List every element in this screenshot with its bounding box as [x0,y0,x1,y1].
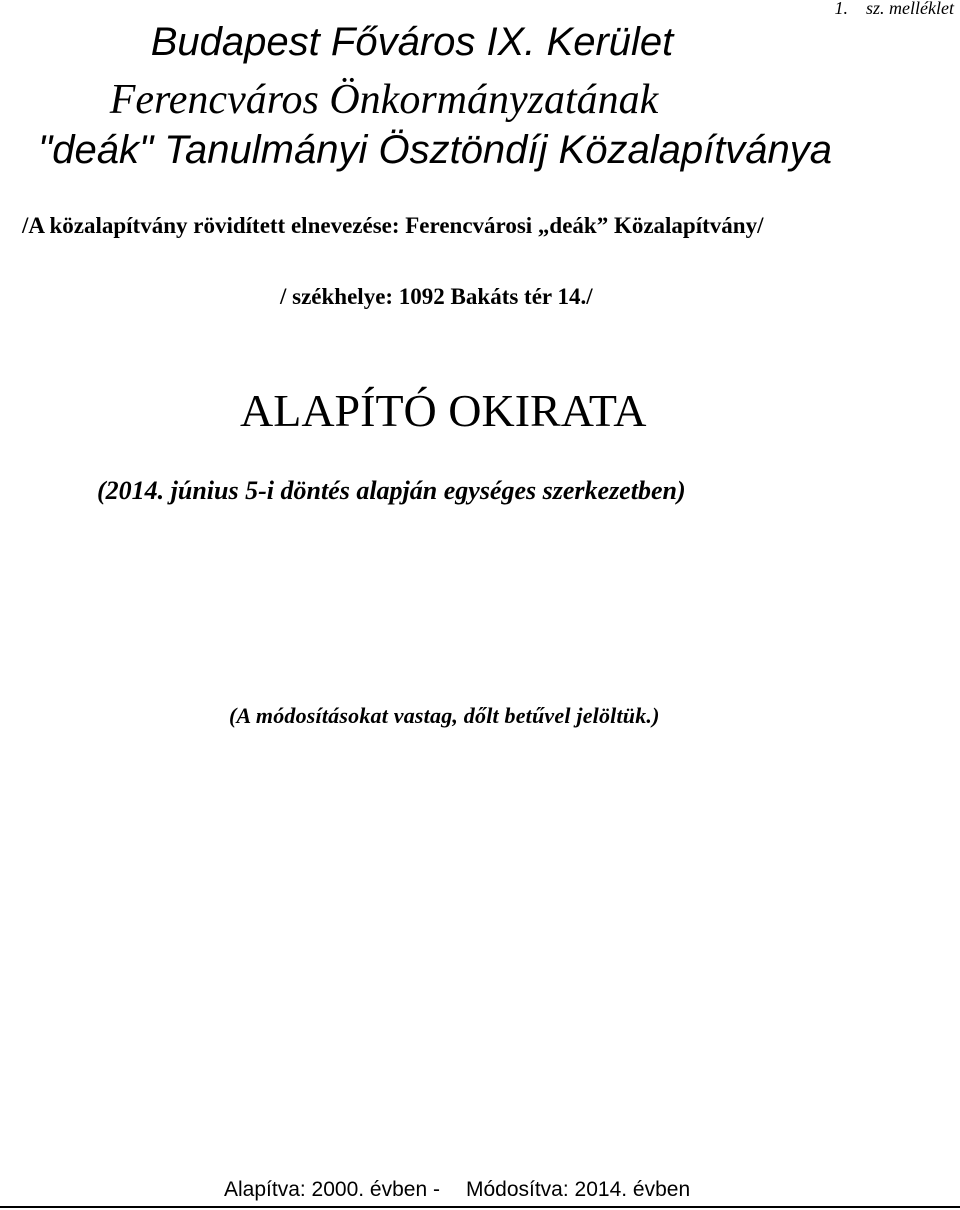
footer [224,1178,690,1202]
seat-line: / székhelye: 1092 Bakáts tér 14./ [280,284,593,309]
short-name-line: /A közalapítvány rövidített elnevezése: Ferencvárosi „deák” Közalapítvány/ [22,213,764,238]
header-line-3: "deák" Tanulmányi Ösztöndíj Közalapítványa [38,128,833,172]
header-line-1: Budapest Főváros IX. Kerület [150,20,674,64]
document-title: ALAPÍTÓ OKIRATA [240,385,647,436]
annex-text: sz. melléklet [866,0,954,18]
annex-number: 1. [834,0,849,18]
footer-modified: Módosítva: 2014. évben [465,1178,691,1201]
decision-note: (2014. június 5-i döntés alapján egységes szerkezetben) [97,476,686,505]
header-line-2: Ferencváros Önkormányzatának [109,77,659,123]
footer-rule [0,1206,960,1208]
annex-label [835,0,954,19]
modifications-note: (A módosításokat vastag, dőlt betűvel jelöltük.) [229,703,660,728]
footer-founded: Alapítva: 2000. évben - [224,1178,440,1201]
